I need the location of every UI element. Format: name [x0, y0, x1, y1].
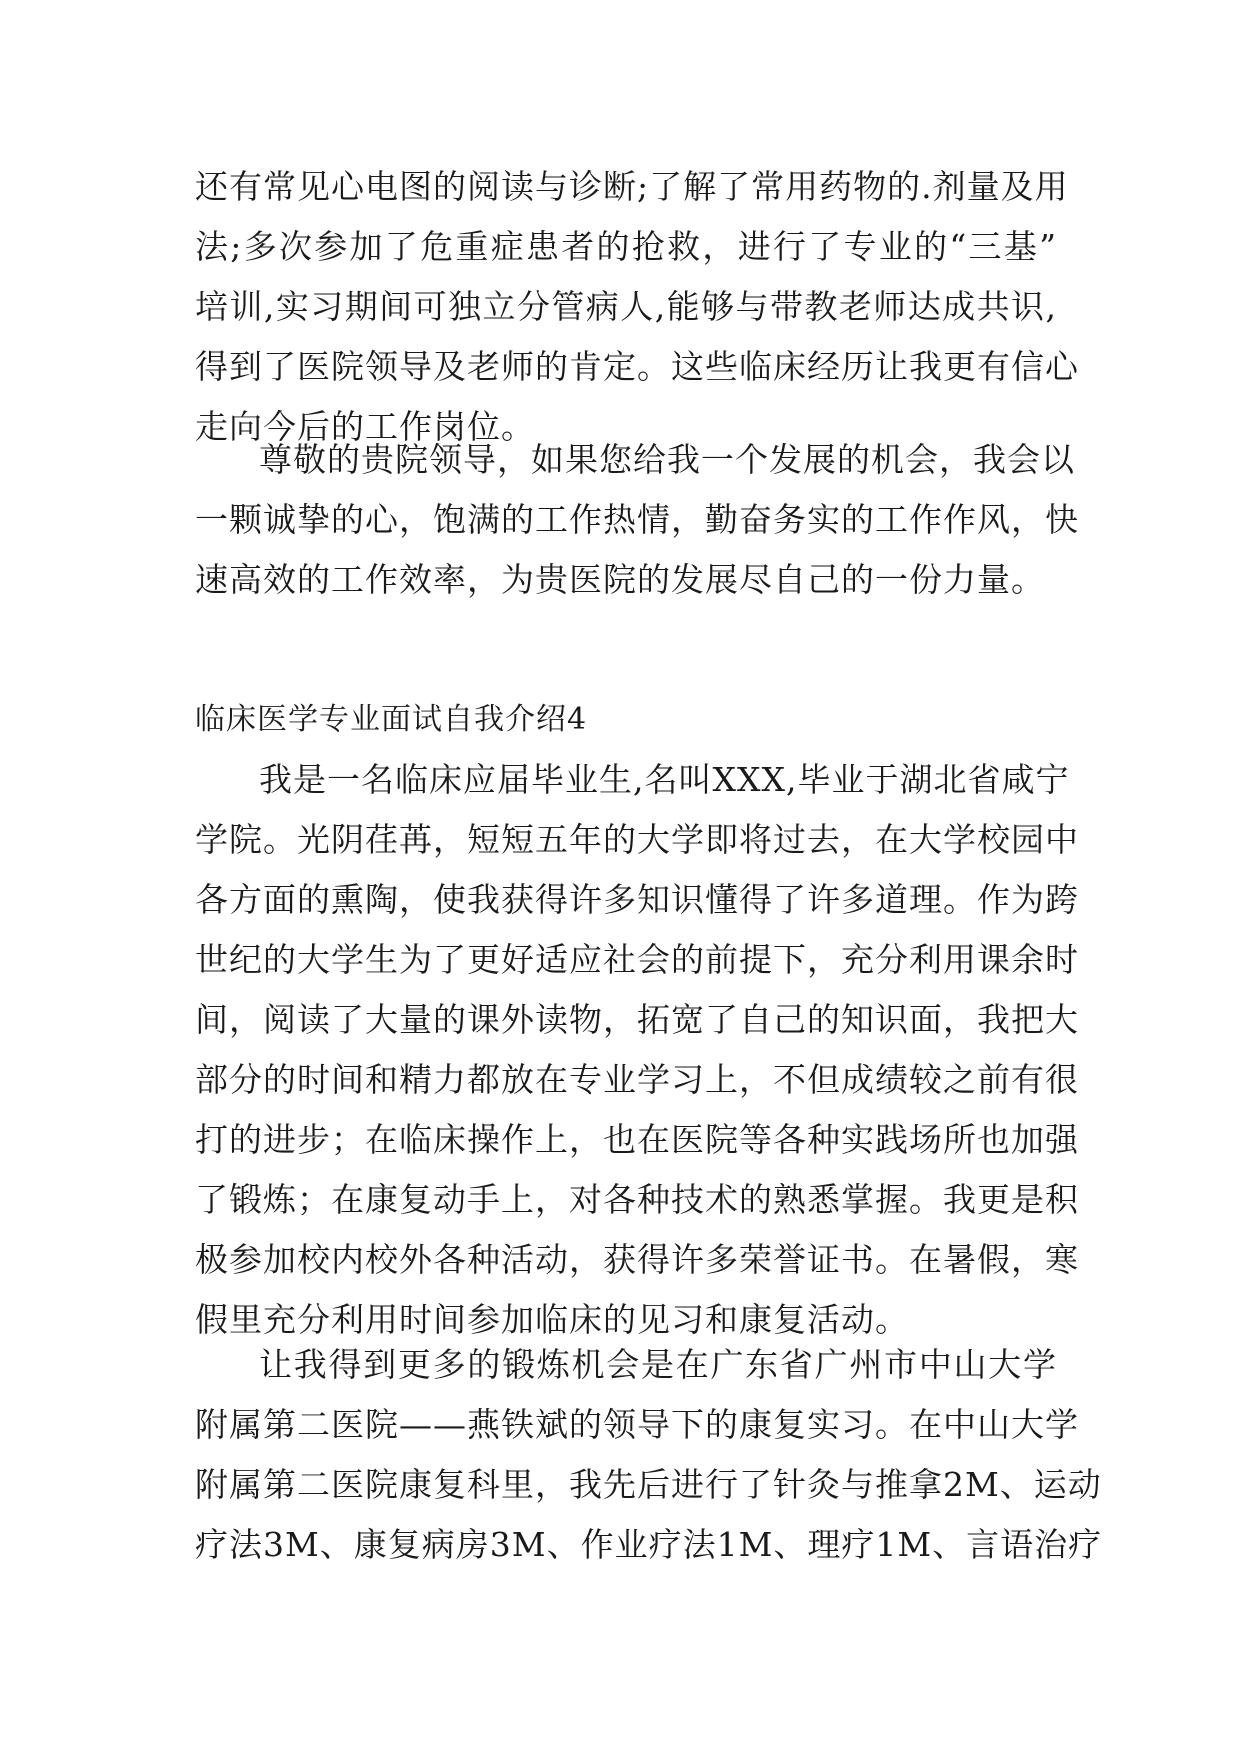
text-line: 尊敬的贵院领导，如果您给我一个发展的机会，我会以 — [259, 440, 1075, 479]
text-line: 了锻炼；在康复动手上，对各种技术的熟悉掌握。我更是积 — [195, 1180, 1079, 1219]
text-line: 假里充分利用时间参加临床的见习和康复活动。 — [195, 1300, 909, 1339]
paragraph-internship — [195, 1335, 1103, 1575]
text-line: 疗法3M、康复病房3M、作业疗法1M、理疗1M、言语治疗 — [195, 1525, 1103, 1564]
paragraph-clinical-experience — [195, 157, 1079, 457]
text-line: 极参加校内校外各种活动，获得许多荣誉证书。在暑假，寒 — [195, 1240, 1079, 1279]
text-line: 打的进步；在临床操作上，也在医院等各种实践场所也加强 — [195, 1120, 1079, 1159]
text-line: 部分的时间和精力都放在专业学习上，不但成绩较之前有很 — [195, 1060, 1079, 1099]
paragraph-closing — [195, 430, 1079, 610]
text-line: 世纪的大学生为了更好适应社会的前提下，充分利用课余时 — [195, 940, 1079, 979]
text-line: 走向今后的工作岗位。 — [195, 407, 535, 446]
text-line: 一颗诚挚的心，饱满的工作热情，勤奋务实的工作作风，快 — [195, 500, 1079, 539]
text-line: 附属第二医院康复科里，我先后进行了针灸与推拿2M、运动 — [195, 1465, 1102, 1504]
text-line: 学院。光阴荏苒，短短五年的大学即将过去，在大学校园中 — [195, 820, 1079, 859]
text-line: 培训,实习期间可独立分管病人,能够与带教老师达成共识, — [195, 287, 1057, 326]
text-line: 法;多次参加了危重症患者的抢救，进行了专业的“三基” — [195, 227, 1058, 266]
text-line: 速高效的工作效率，为贵医院的发展尽自己的一份力量。 — [195, 560, 1045, 599]
text-line: 还有常见心电图的阅读与诊断;了解了常用药物的.剂量及用 — [195, 167, 1069, 206]
text-line: 让我得到更多的锻炼机会是在广东省广州市中山大学 — [259, 1345, 1057, 1384]
text-line: 附属第二医院——燕铁斌的领导下的康复实习。在中山大学 — [195, 1405, 1079, 1444]
text-line: 我是一名临床应届毕业生,名叫XXX,毕业于湖北省咸宁 — [259, 760, 1070, 799]
text-line: 间，阅读了大量的课外读物，拓宽了自己的知识面，我把大 — [195, 1000, 1079, 1039]
text-line: 得到了医院领导及老师的肯定。这些临床经历让我更有信心 — [195, 347, 1079, 386]
section-heading: 临床医学专业面试自我介绍4 — [195, 702, 588, 737]
section-4 — [195, 690, 1079, 1350]
text-line: 各方面的熏陶，使我获得许多知识懂得了许多道理。作为跨 — [195, 880, 1079, 919]
